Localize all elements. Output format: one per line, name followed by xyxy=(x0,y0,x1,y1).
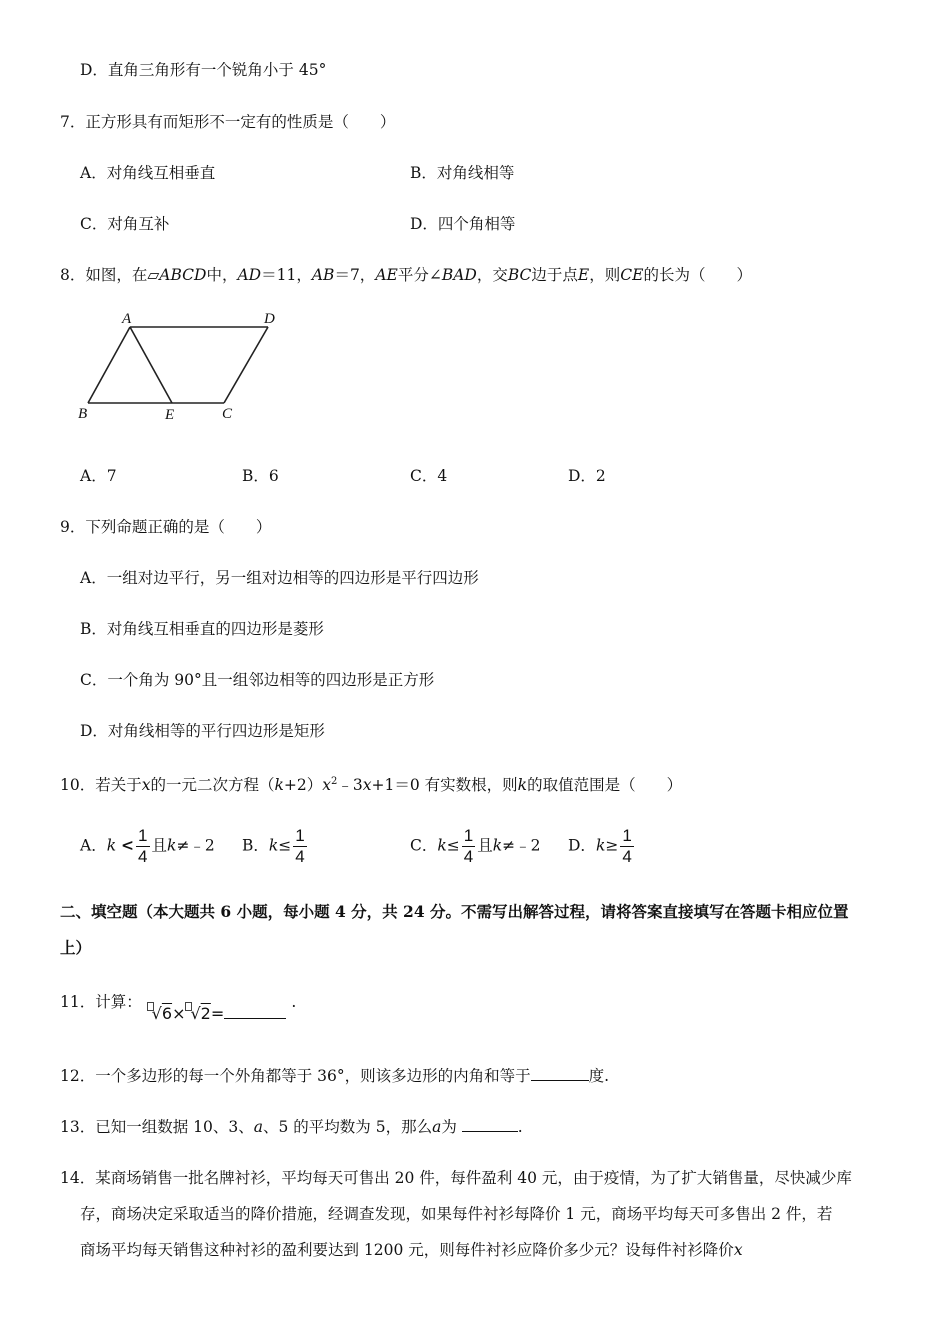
q10-relation: ≤ xyxy=(278,836,292,855)
frac-den: 4 xyxy=(295,847,305,866)
q12-answer-blank[interactable] xyxy=(531,1066,589,1081)
q8-text: ＝11， xyxy=(261,266,312,284)
q10-var: x xyxy=(141,776,151,795)
frac-num: 1 xyxy=(463,826,474,845)
q12-text: 12．一个多边形的每一个外角都等于 36°，则该多边形的内角和等于 xyxy=(60,1067,531,1085)
q8-option-b: B．6 xyxy=(242,467,279,485)
q7-stem: 7．正方形具有而矩形不一定有的性质是（ ） xyxy=(60,113,396,131)
q13-text: 13．已知一组数据 10、3、 xyxy=(60,1118,254,1136)
q10-text: +2） xyxy=(283,776,323,795)
parallelogram-symbol-icon: ▱ xyxy=(147,266,160,284)
q13-var: a xyxy=(253,1118,263,1136)
q7-option-d: D．四个角相等 xyxy=(410,215,516,233)
q8-var: AD xyxy=(237,266,262,284)
q6-option-d: D．直角三角形有一个锐角小于 45° xyxy=(80,61,327,79)
frac-num: 1 xyxy=(622,826,632,845)
q8-num: 8．如图，在 xyxy=(60,266,148,284)
q10-option-label: B． xyxy=(242,836,269,855)
q10-var: k xyxy=(268,836,279,855)
q10-text: 且 xyxy=(151,836,168,855)
frac-den: 4 xyxy=(463,847,474,866)
q10-option-a xyxy=(80,826,215,867)
fraction-one-quarter xyxy=(136,826,149,867)
q7-option-c: C．对角互补 xyxy=(80,215,170,233)
q10-var: k xyxy=(274,776,284,795)
q9-option-c: C．一个角为 90°且一组邻边相等的四边形是正方形 xyxy=(80,671,435,689)
q10-relation: ≤ xyxy=(446,836,460,855)
label-d: D xyxy=(264,311,275,327)
q10-option-d xyxy=(568,826,636,867)
fraction-one-quarter xyxy=(293,826,306,867)
q9-option-a: A．一组对边平行，另一组对边相等的四边形是平行四边形 xyxy=(80,569,479,587)
frac-den: 4 xyxy=(622,847,632,866)
q11-equals: = xyxy=(210,1004,225,1023)
q10-text: ﹣3 xyxy=(337,776,363,795)
frac-den: 4 xyxy=(138,847,148,866)
q10-text: 的一元二次方程（ xyxy=(150,776,275,795)
q13-line xyxy=(60,1117,523,1137)
q10-option-c xyxy=(410,826,541,867)
q8-text: ，交 xyxy=(476,266,508,284)
q8-text: 中， xyxy=(206,266,238,284)
q10-exponent: 2 xyxy=(331,776,338,787)
parallelogram-figure xyxy=(70,305,310,430)
q8-var: AB xyxy=(311,266,335,284)
q11-line xyxy=(60,990,297,1023)
q10-text: 10．若关于 xyxy=(60,776,142,795)
q14-text: 商场平均每天销售这种衬衫的盈利要达到 1200 元，则每件衬衫应降价多少元？设每件衬衫降价 xyxy=(80,1241,734,1259)
q8-var: BC xyxy=(507,266,532,284)
q8-option-a: A．7 xyxy=(80,467,117,485)
q11-text: 11．计算： xyxy=(60,993,142,1011)
segment-ab xyxy=(88,327,130,403)
q10-var: k xyxy=(437,836,447,855)
q10-var: k xyxy=(492,836,503,855)
q10-var: k xyxy=(106,836,117,855)
q8-var: E xyxy=(577,266,590,284)
q8-text: 的长为（ ） xyxy=(643,266,752,284)
q7-option-b: B．对角线相等 xyxy=(410,164,515,182)
radical-index-icon xyxy=(185,1002,192,1011)
radical-index-icon xyxy=(147,1002,154,1011)
q9-option-b: B．对角线互相垂直的四边形是菱形 xyxy=(80,620,324,638)
label-b: B xyxy=(78,406,88,422)
q9-option-d: D．对角线相等的平行四边形是矩形 xyxy=(80,722,325,740)
label-a: A xyxy=(122,311,132,327)
q10-text: 且 xyxy=(477,836,493,855)
q8-text: ，则 xyxy=(589,266,621,284)
q10-var: x xyxy=(322,776,332,795)
q10-relation: < xyxy=(121,835,135,855)
segment-ae xyxy=(130,327,172,403)
q12-line xyxy=(60,1066,609,1086)
q7-option-a: A．对角线互相垂直 xyxy=(80,164,216,182)
section-2-heading-cont: 上） xyxy=(60,938,92,957)
section-2-heading: 二、填空题（本大题共 6 小题，每小题 4 分，共 24 分。不需写出解答过程，请将答案直接填写在答题卡相应位置 xyxy=(60,902,849,921)
label-e: E xyxy=(165,407,175,423)
q10-relation: ≥ xyxy=(605,836,619,855)
q11-expression: √6× √2= xyxy=(147,1004,292,1023)
q14-line-3 xyxy=(80,1240,743,1260)
q11-radicand: 6 xyxy=(161,1004,173,1023)
q8-text: 平分∠ xyxy=(397,266,442,284)
q13-var: a xyxy=(432,1118,442,1136)
q13-answer-blank[interactable] xyxy=(462,1117,518,1132)
q10-text: ≠﹣2 xyxy=(502,836,541,855)
q8-var: AE xyxy=(375,266,398,284)
q8-option-d: D．2 xyxy=(568,467,606,485)
q10-stem xyxy=(60,772,682,795)
q13-text: 、5 的平均数为 5，那么 xyxy=(263,1118,433,1136)
q14-line-1: 14．某商场销售一批名牌衬衫，平均每天可售出 20 件，每件盈利 40 元，由于疫情，为了扩大销售量，尽快减少库 xyxy=(60,1169,852,1187)
q8-text: 边于点 xyxy=(531,266,578,284)
q10-text: +1＝0 有实数根，则 xyxy=(371,776,518,795)
q10-var: k xyxy=(167,836,177,855)
q11-answer-blank[interactable] xyxy=(224,1004,286,1019)
q13-text: 为 xyxy=(441,1118,457,1136)
q8-option-c: C．4 xyxy=(410,467,448,485)
q14-var: x xyxy=(733,1241,743,1259)
label-c: C xyxy=(222,406,233,422)
q8-name: ABCD xyxy=(159,266,207,284)
q9-stem: 9．下列命题正确的是（ ） xyxy=(60,518,272,536)
frac-num: 1 xyxy=(295,826,305,845)
q12-text: 度. xyxy=(588,1067,610,1085)
q10-var: k xyxy=(517,776,528,795)
q10-text: ≠﹣2 xyxy=(176,836,215,855)
q8-stem xyxy=(60,265,752,285)
q10-var: k xyxy=(595,836,606,855)
q10-option-b xyxy=(242,826,309,867)
q8-var: CE xyxy=(620,266,644,284)
q11-text: . xyxy=(291,993,297,1011)
fraction-one-quarter xyxy=(462,826,475,867)
q10-var: x xyxy=(362,776,372,795)
q8-text: ＝7， xyxy=(334,266,376,284)
q14-line-2: 存，商场决定采取适当的降价措施，经调查发现，如果每件衬衫每降价 1 元，商场平均每天可多售出 2 件，若 xyxy=(80,1205,833,1223)
fraction-one-quarter xyxy=(620,826,633,867)
segment-dc xyxy=(224,327,268,403)
q10-text: 的取值范围是（ ） xyxy=(527,776,683,795)
q10-option-label: C． xyxy=(410,836,438,855)
q13-text: . xyxy=(517,1118,523,1136)
q8-var: BAD xyxy=(441,266,477,284)
q10-option-label: D． xyxy=(568,836,596,855)
q11-times: × xyxy=(172,1004,186,1023)
q11-radicand: 2 xyxy=(200,1004,211,1023)
q10-option-label: A． xyxy=(80,836,107,855)
frac-num: 1 xyxy=(138,826,148,845)
